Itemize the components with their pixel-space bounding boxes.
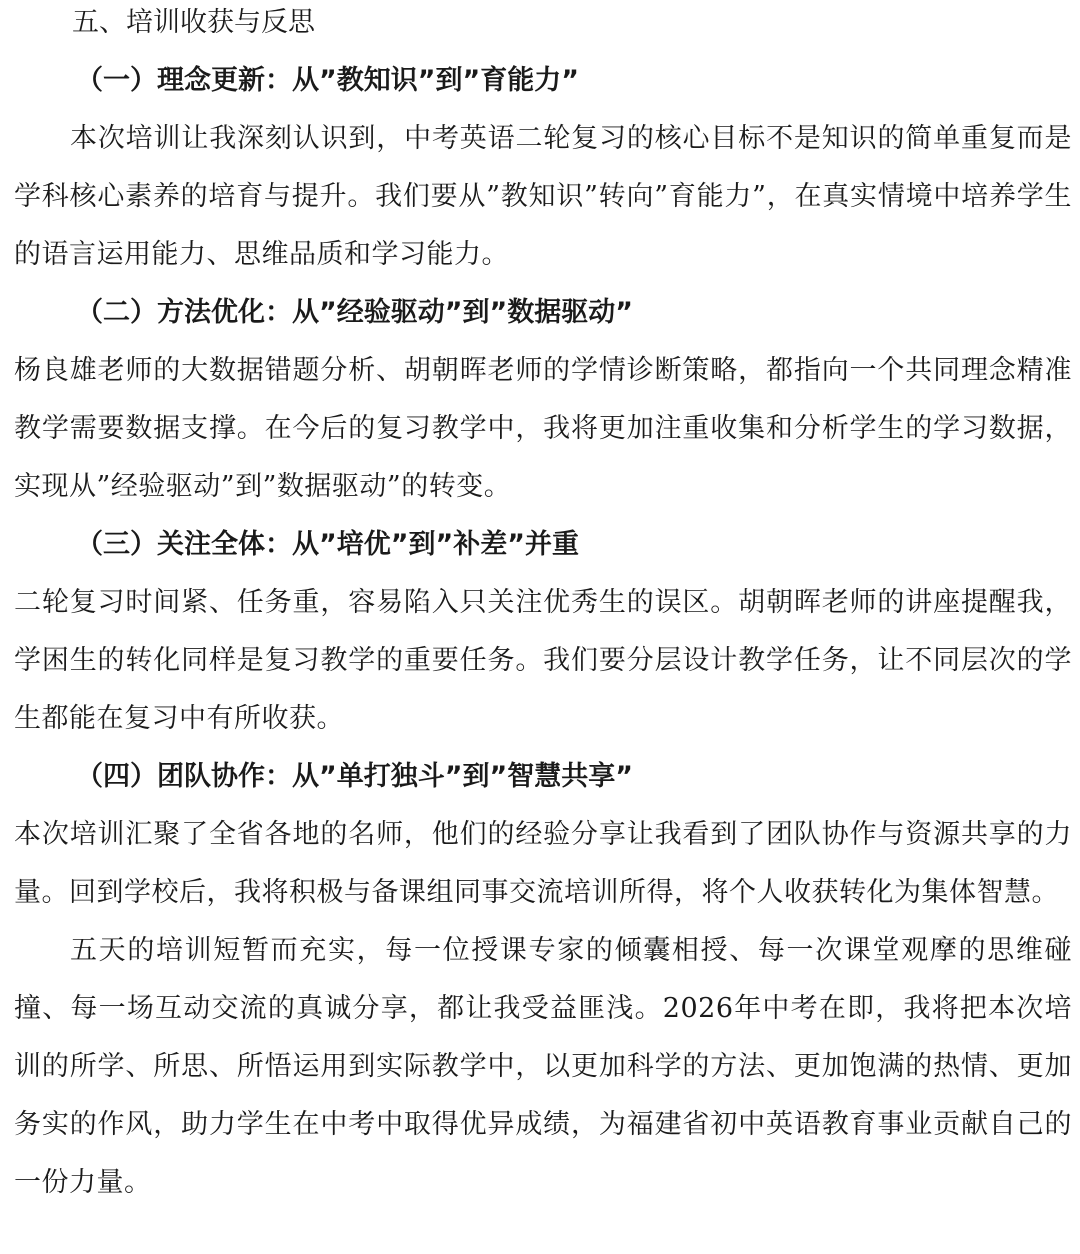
subsection-heading-1: （一）理念更新：从”教知识”到”育能力”: [76, 65, 579, 96]
section-title: 五、培训收获与反思: [72, 7, 315, 38]
subsection-paragraph-4: 本次培训汇聚了全省各地的名师，他们的经验分享让我看到了团队协作与资源共享的力量。回到学校后，我将积极与备课组同事交流培训所得，将个人收获转化为集体智慧。: [14, 819, 1072, 908]
subsection-paragraph-2: 杨良雄老师的大数据错题分析、胡朝晖老师的学情诊断策略，都指向一个共同理念精准教学需要数据支撑。在今后的复习教学中，我将更加注重收集和分析学生的学习数据，实现从”经验驱动”到”数据驱动”的转变。: [14, 355, 1072, 502]
subsection-heading-2: （二）方法优化：从”经验驱动”到”数据驱动”: [76, 297, 633, 328]
subsection-paragraph-1: 本次培训让我深刻认识到，中考英语二轮复习的核心目标不是知识的简单重复而是学科核心素养的培育与提升。我们要从”教知识”转向”育能力”，在真实情境中培养学生的语言运用能力、思维品质和学习能力。: [14, 123, 1072, 270]
closing-paragraph: 五天的培训短暂而充实，每一位授课专家的倾囊相授、每一次课堂观摩的思维碰撞、每一场互动交流的真诚分享，都让我受益匪浅。2026年中考在即，我将把本次培训的所学、所思、所悟运用到实际教学中，以更加科学的方法、更加饱满的热情、更加务实的作风，助力学生在中考中取得优异成绩，为福建省初中英语教育事业贡献自己的一份力量。: [14, 935, 1072, 1198]
subsection-heading-4: （四）团队协作：从”单打独斗”到”智慧共享”: [76, 761, 633, 792]
subsection-heading-3: （三）关注全体：从”培优”到”补差”并重: [76, 529, 579, 560]
subsection-paragraph-3: 二轮复习时间紧、任务重，容易陷入只关注优秀生的误区。胡朝晖老师的讲座提醒我，学困生的转化同样是复习教学的重要任务。我们要分层设计教学任务，让不同层次的学生都能在复习中有所收获。: [14, 587, 1072, 734]
